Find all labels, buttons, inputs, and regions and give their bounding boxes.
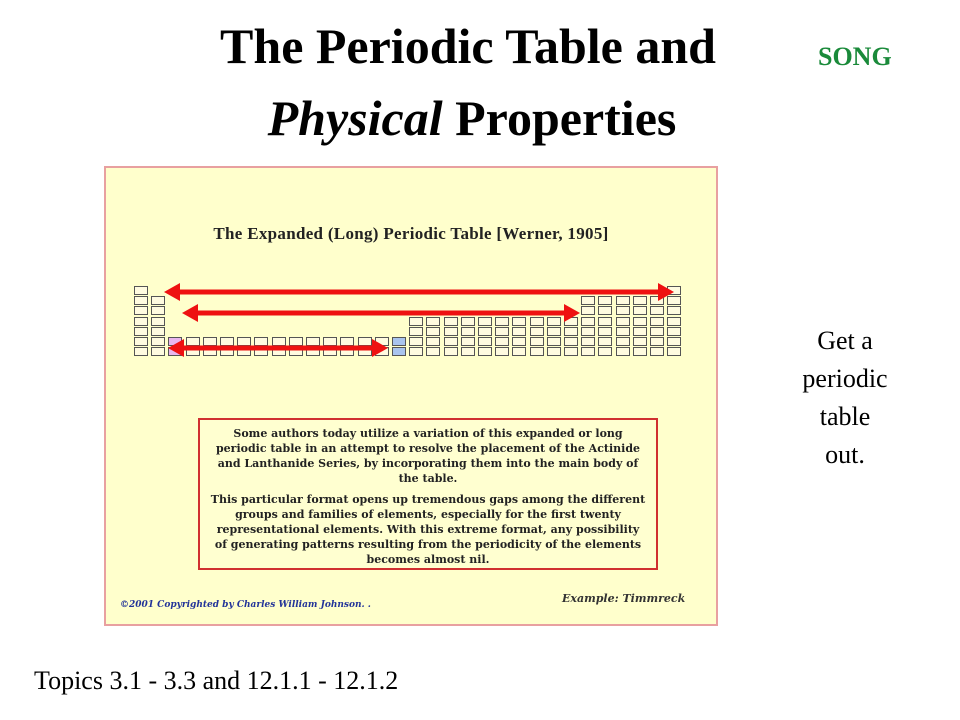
figure-title: The Expanded (Long) Periodic Table [Werner, 1905] <box>213 224 609 243</box>
arrow-3 <box>168 339 388 357</box>
topics-footer: Topics 3.1 - 3.3 and 12.1.1 - 12.1.2 <box>34 666 399 695</box>
explanation-paragraph: Some authors today utilize a variation of this expanded or long periodic table in an attempt to resolve the placement of the Actinide and Lanthanide Series, by incorporating them into the main body of the table. <box>215 427 641 485</box>
example-credit: Example: Timmreck <box>562 592 686 605</box>
slide-title-line2 <box>0 88 952 148</box>
explanation-box <box>198 418 658 570</box>
arrow-2 <box>182 304 580 322</box>
arrow-1 <box>164 283 674 301</box>
side-note-line: Get a <box>817 326 873 355</box>
title-rest: Properties <box>442 90 677 146</box>
song-link[interactable]: SONG <box>818 42 892 71</box>
title-italic-word: Physical <box>267 90 443 146</box>
side-note <box>770 322 920 474</box>
explanation-paragraph: This particular format opens up tremendous gaps among the different groups and families of elements, especially for the first twenty representational elements. With this extreme format, any possibility of generating patterns resulting from the periodicity of the elements becomes almost nil. <box>210 493 646 566</box>
side-note-line: out. <box>825 440 865 469</box>
slide-title-line1: The Periodic Table and <box>220 18 716 74</box>
copyright-text: ©2001 Copyrighted by Charles William Johnson. . <box>120 600 371 610</box>
side-note-line: periodic <box>802 364 888 393</box>
periodic-table-figure <box>104 166 718 626</box>
side-note-line: table <box>819 402 871 431</box>
